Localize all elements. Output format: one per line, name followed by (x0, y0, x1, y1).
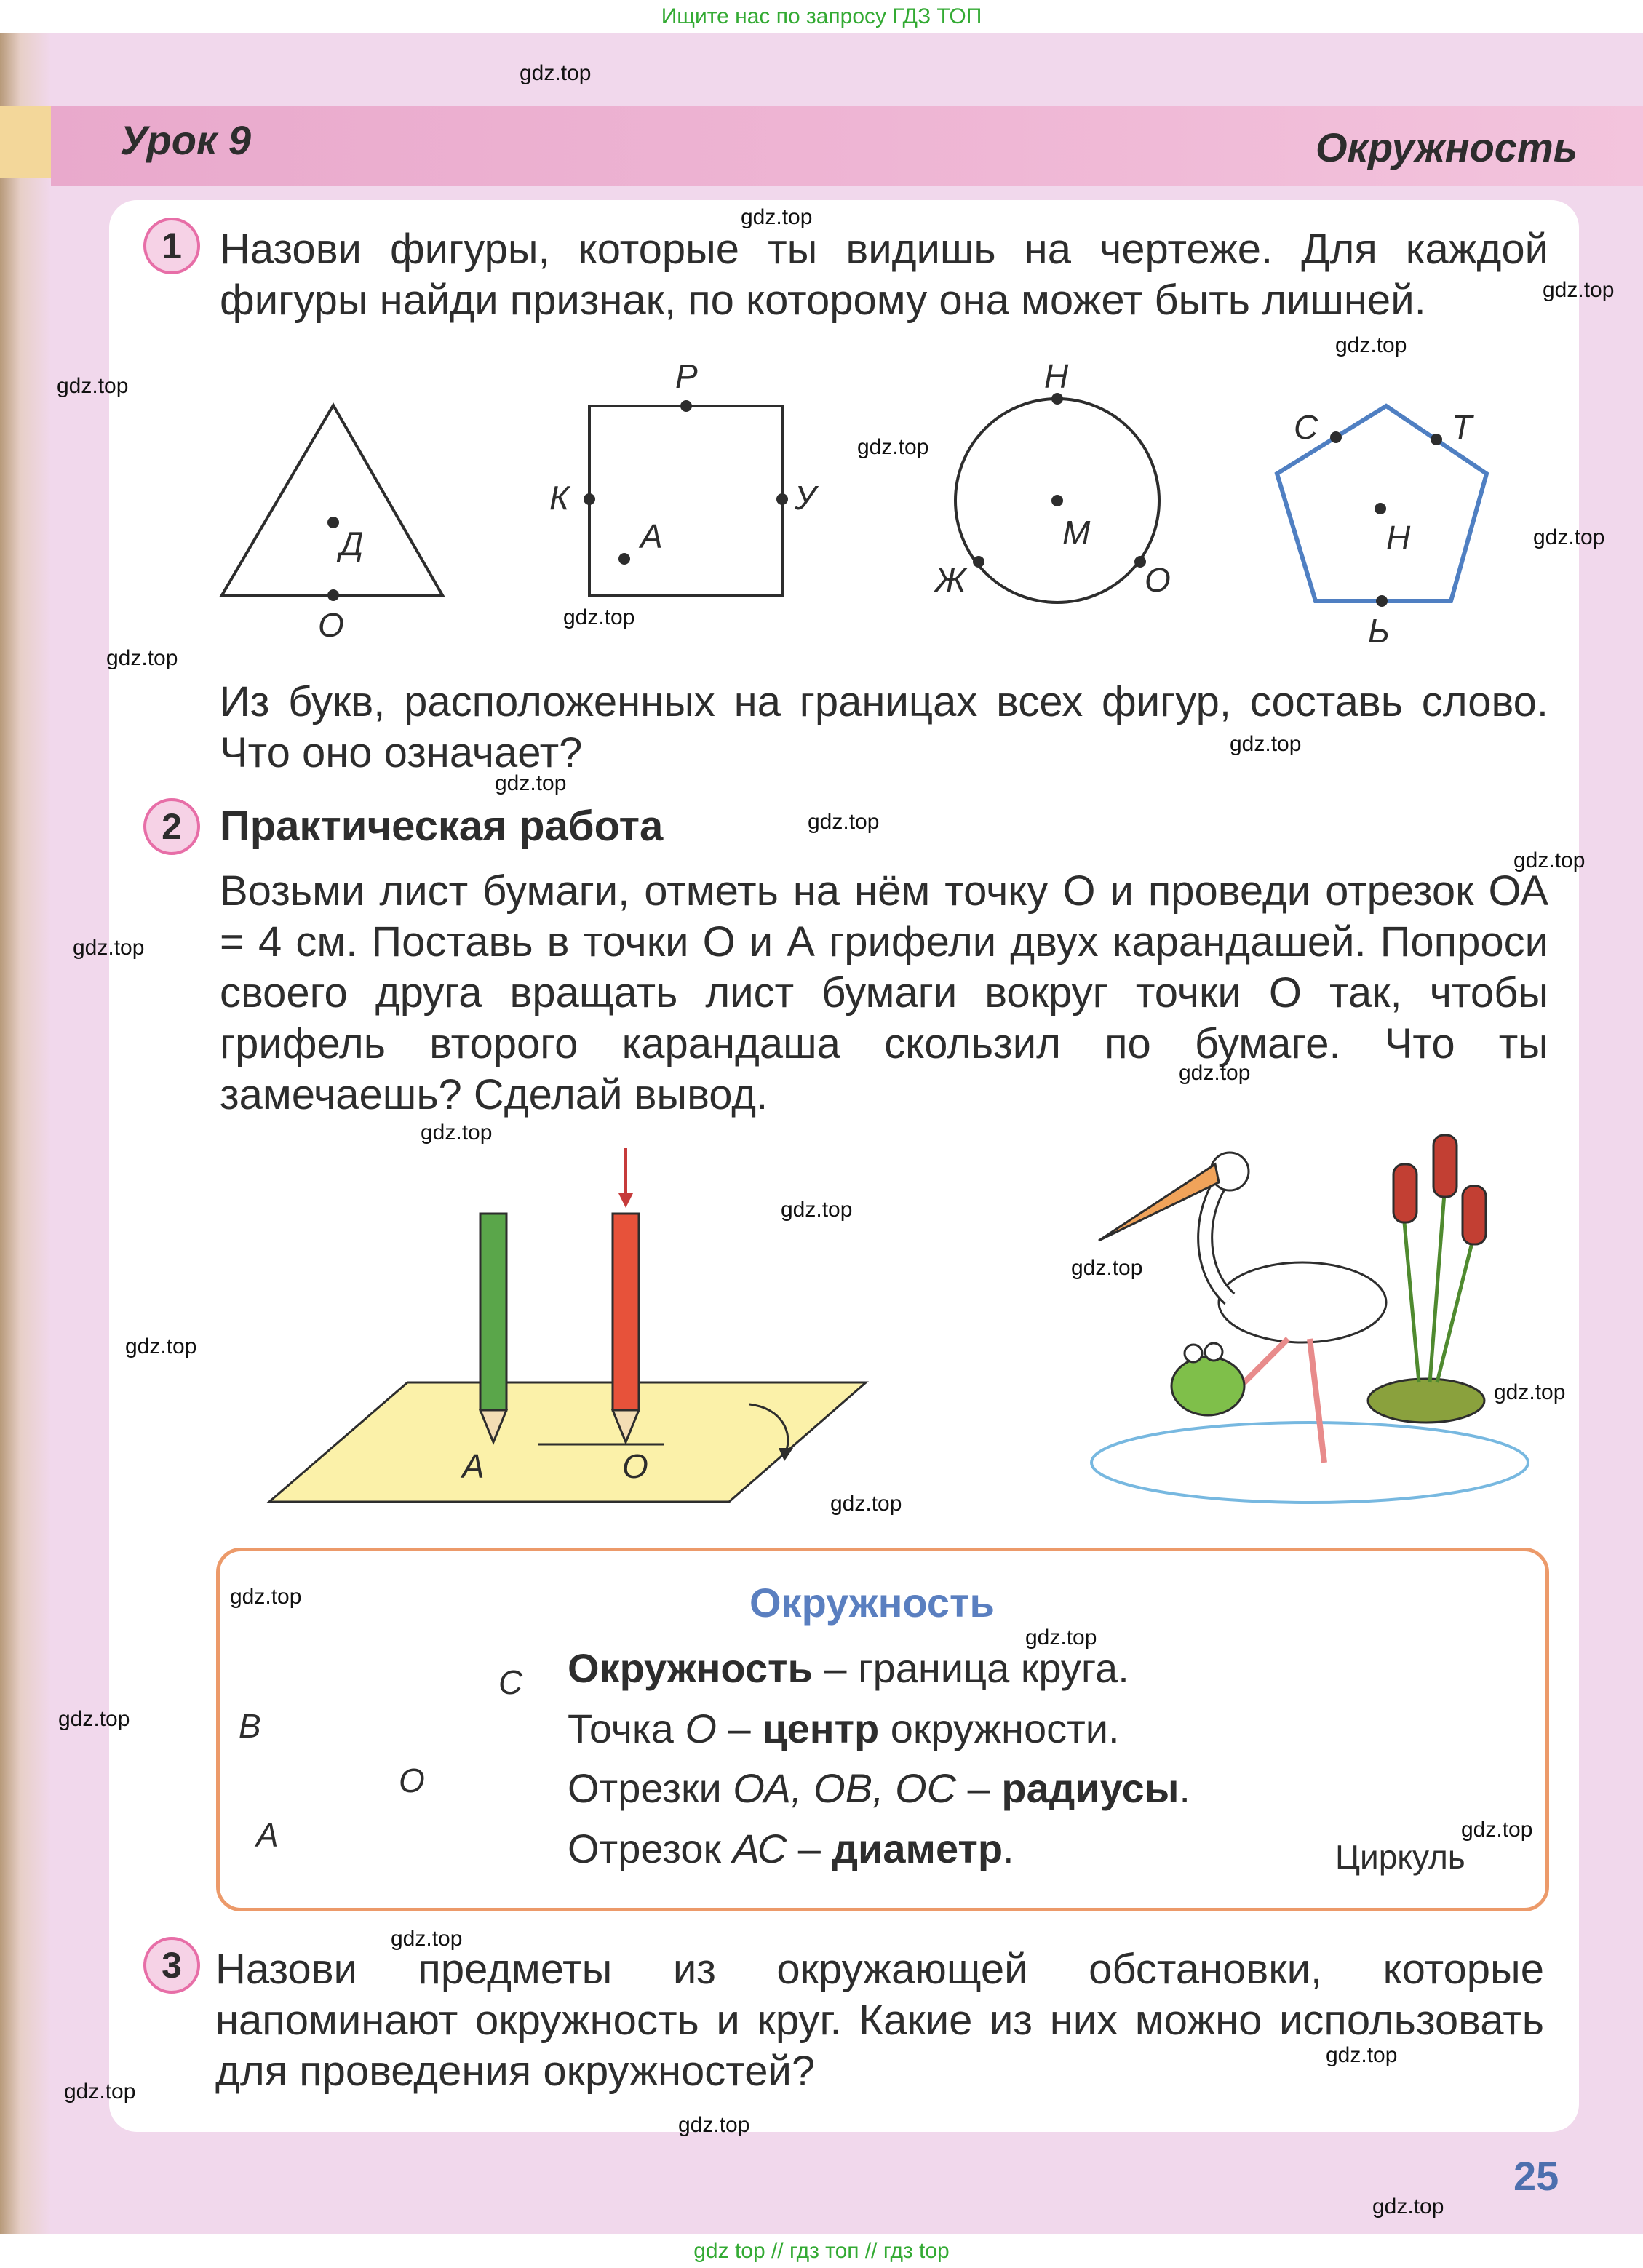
definition-3-var: ОА, ОВ, ОС (733, 1765, 957, 1811)
definition-1-rest: – граница круга. (812, 1645, 1129, 1691)
label-pentagon-center: Н (1386, 519, 1411, 557)
label-circle-right: О (1145, 561, 1171, 599)
label-square-left: К (549, 479, 570, 517)
reed-stem-3 (1437, 1237, 1473, 1382)
task-1-text: Назови фигуры, которые ты видишь на чертеже. Для каждой фигуры найди признак, по которому она может быть лишней. (220, 226, 1548, 324)
stork-body (1219, 1262, 1386, 1342)
task-1-number: 1 (143, 218, 200, 274)
task-2-heading: Практическая работа (220, 803, 664, 850)
definition-2-rest: окружности. (879, 1706, 1120, 1751)
pentagon-bottom-point (1376, 595, 1388, 607)
label-pentagon-right: Т (1452, 408, 1473, 446)
watermark: gdz.top (520, 61, 592, 85)
definition-4-var: АС (732, 1826, 787, 1871)
triangle-shape (222, 405, 442, 595)
label-triangle-edge: О (318, 606, 344, 644)
term-circle: Окружность (568, 1645, 813, 1691)
red-pencil (613, 1214, 639, 1410)
label-pentagon-left: С (1294, 408, 1318, 446)
definition-line-1 (568, 1644, 1129, 1692)
term-diameter: диаметр (832, 1826, 1003, 1871)
watermark: gdz.top (1513, 848, 1586, 872)
definition-3-rest: . (1179, 1765, 1190, 1811)
watermark: gdz.top (1230, 732, 1302, 756)
circle-left-point (973, 556, 984, 568)
cattail-1 (1393, 1164, 1417, 1222)
square-top-point (680, 400, 692, 412)
watermark: gdz.top (391, 1927, 463, 1951)
label-info-o: О (399, 1762, 425, 1799)
label-circle-left: Ж (935, 561, 966, 599)
label-triangle-inner: Д (340, 525, 364, 562)
watermark: gdz.top (125, 1334, 197, 1358)
definition-line-4 (568, 1825, 1014, 1872)
bottom-banner[interactable] (0, 2234, 1643, 2268)
watermark: gdz.top (58, 1707, 130, 1731)
watermark: gdz.top (1335, 333, 1407, 357)
bottom-banner-text: gdz top // гдз топ // гдз top (693, 2238, 950, 2263)
definition-2-dash: – (716, 1706, 763, 1751)
square-right-point (776, 493, 788, 505)
label-square-right: У (795, 479, 816, 517)
label-info-c: С (498, 1663, 523, 1701)
cattail-2 (1433, 1135, 1457, 1197)
label-square-inner: А (640, 517, 663, 555)
square-left-point (584, 493, 595, 505)
watermark: gdz.top (73, 936, 145, 960)
water-ripples (1091, 1423, 1528, 1503)
lesson-title: Урок 9 (120, 117, 252, 163)
definition-2-var: О (685, 1706, 717, 1751)
term-radii: радиусы (1001, 1765, 1179, 1811)
watermark: gdz.top (808, 810, 880, 834)
green-pencil (480, 1214, 506, 1410)
term-center: центр (762, 1706, 880, 1751)
definition-3-pre: Отрезки (568, 1765, 733, 1811)
watermark: gdz.top (230, 1585, 302, 1609)
compass-caption: Циркуль (1335, 1838, 1465, 1876)
watermark: gdz.top (1543, 278, 1615, 302)
watermark: gdz.top (563, 605, 635, 629)
cattail-3 (1463, 1186, 1486, 1244)
page-number: 25 (1513, 2153, 1559, 2199)
watermark: gdz.top (1461, 1818, 1533, 1842)
label-info-a: А (256, 1816, 279, 1854)
definition-4-dash: – (787, 1826, 832, 1871)
definition-line-2 (568, 1705, 1120, 1752)
circle-center-point (1051, 495, 1063, 506)
label-point-o: О (622, 1447, 648, 1485)
frog-body (1171, 1357, 1244, 1415)
paper-sheet (269, 1382, 866, 1502)
pentagon-center-point (1375, 503, 1386, 514)
watermark: gdz.top (1326, 2043, 1398, 2067)
watermark: gdz.top (495, 771, 567, 795)
definition-3-dash: – (956, 1765, 1002, 1811)
label-circle-top: Н (1044, 357, 1069, 395)
task-2-text: Возьми лист бумаги, отметь на нём точку О и проведи отрезок ОА = 4 см. Поставь в точки О и А грифели двух карандашей. Попроси своего друга вращать лист бумаги вокруг точки О так, чтобы грифель второго карандаша скользил по бумаге. Что ты замечаешь? Сделай вывод. (220, 867, 1548, 1118)
square-inner-point (618, 553, 630, 565)
island (1368, 1379, 1484, 1423)
watermark: gdz.top (1179, 1061, 1251, 1085)
watermark: gdz.top (1533, 525, 1605, 549)
watermark: gdz.top (1071, 1256, 1143, 1280)
down-arrowhead (618, 1193, 633, 1208)
triangle-inner-point (327, 517, 339, 528)
label-info-b: В (239, 1707, 261, 1745)
label-point-a: А (462, 1447, 485, 1485)
reed-stem-2 (1430, 1193, 1444, 1382)
definition-line-3 (568, 1764, 1190, 1812)
task-2-number: 2 (143, 798, 200, 855)
watermark: gdz.top (64, 2080, 136, 2104)
watermark: gdz.top (1025, 1626, 1097, 1650)
task-3-number: 3 (143, 1937, 200, 1994)
label-circle-center: М (1062, 514, 1091, 552)
watermark: gdz.top (857, 435, 929, 459)
definition-2-pre: Точка (568, 1706, 685, 1751)
pentagon-left-point (1330, 431, 1342, 443)
frog-eye-1 (1185, 1345, 1202, 1362)
watermark: gdz.top (741, 205, 813, 229)
pentagon-right-point (1431, 434, 1442, 445)
watermark: gdz.top (106, 646, 178, 670)
watermark: gdz.top (678, 2113, 750, 2137)
task-3-text: Назови предметы из окружающей обстановки, которые напоминают окружность и круг. Какие из них можно использовать для проведения окружностей? (215, 1946, 1544, 2095)
square-shape (589, 406, 782, 595)
watermark: gdz.top (57, 374, 129, 398)
triangle-edge-point (327, 589, 339, 601)
watermark: gdz.top (1372, 2195, 1444, 2219)
topic-title: Окружность (1316, 124, 1578, 170)
watermark: gdz.top (830, 1492, 902, 1516)
task-1-question: Из букв, расположенных на границах всех фигур, составь слово. Что оно означает? (220, 678, 1548, 776)
label-square-top: Р (675, 357, 698, 395)
reed-stem-1 (1404, 1222, 1419, 1382)
watermark: gdz.top (421, 1121, 493, 1145)
watermark: gdz.top (781, 1198, 853, 1222)
info-title: Окружность (749, 1580, 995, 1626)
label-pentagon-bottom: Ь (1368, 612, 1390, 650)
frog-eye-2 (1205, 1343, 1222, 1361)
top-banner-text: Ищите нас по запросу ГДЗ ТОП (661, 4, 982, 28)
stork-leg-1 (1310, 1339, 1324, 1463)
definition-4-rest: . (1003, 1826, 1014, 1871)
definition-4-pre: Отрезок (568, 1826, 733, 1871)
watermark: gdz.top (1494, 1380, 1566, 1404)
